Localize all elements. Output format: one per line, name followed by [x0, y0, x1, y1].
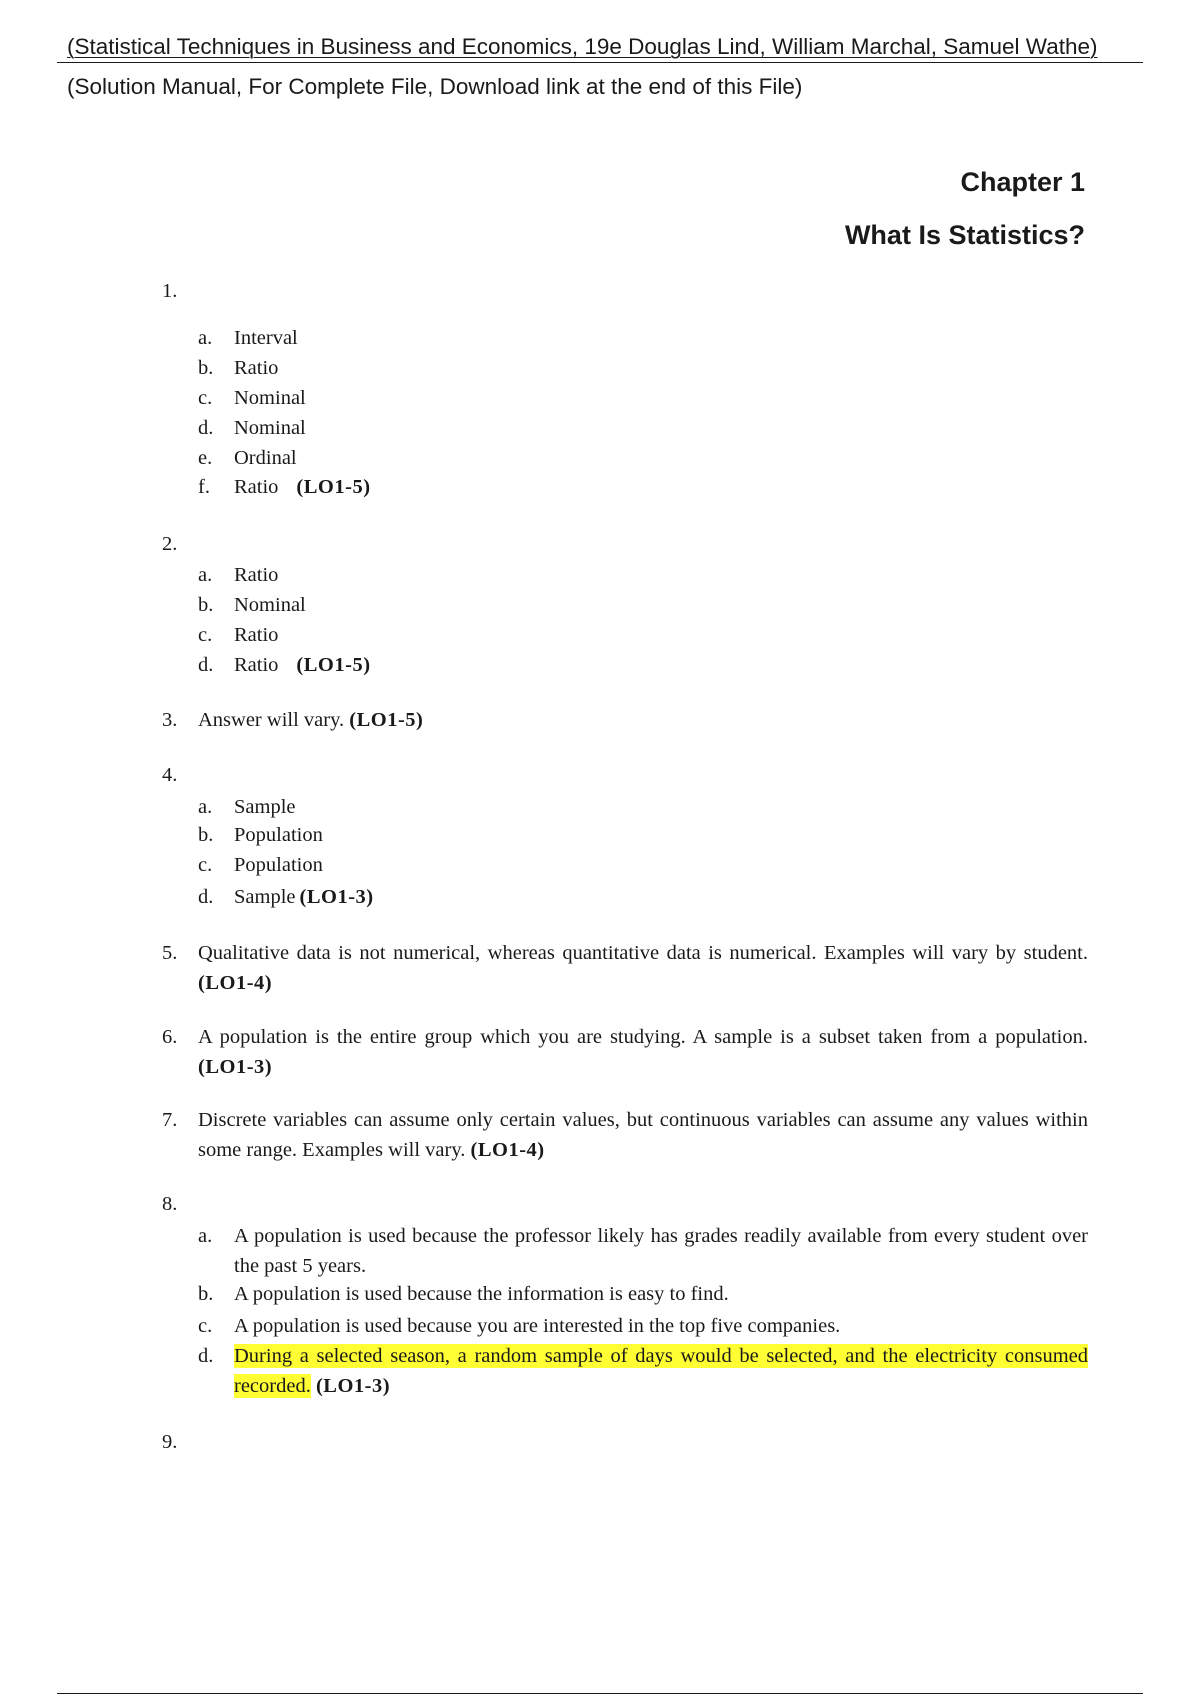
- item-number: 9.: [162, 1431, 178, 1453]
- sub-text: Population: [234, 854, 323, 876]
- sub-letter: f.: [198, 476, 210, 498]
- footer-rule: [57, 1693, 1143, 1694]
- sub-letter: c.: [198, 854, 213, 876]
- sub-text: Sample: [234, 796, 296, 818]
- sub-letter: b.: [198, 357, 214, 379]
- item-number: 7.: [162, 1109, 178, 1131]
- learning-objective-tag: (LO1-4): [470, 1139, 545, 1161]
- learning-objective-tag: (LO1-4): [198, 972, 273, 994]
- sub-text: Ratio: [234, 564, 279, 586]
- sub-letter: c.: [198, 624, 213, 646]
- sub-text-wrap: [234, 472, 1088, 502]
- chapter-number: Chapter 1: [960, 167, 1085, 197]
- sub-letter: d.: [198, 1345, 214, 1367]
- sub-letter: b.: [198, 594, 214, 616]
- item-text: Discrete variables can assume only certain values, but continuous variables can assume any values within some range. Examples will vary.: [198, 1109, 1088, 1161]
- sub-text: Sample: [234, 886, 296, 908]
- sub-text: Ratio: [234, 654, 279, 676]
- document-source-note: (Solution Manual, For Complete File, Download link at the end of this File): [67, 74, 803, 99]
- sub-text-wrap: [234, 1341, 1088, 1401]
- sub-letter: d.: [198, 886, 214, 908]
- item-text: A population is the entire group which you are studying. A sample is a subset taken from a population.: [198, 1026, 1088, 1048]
- sub-letter: e.: [198, 447, 213, 469]
- item-text-wrap: [198, 938, 1088, 998]
- chapter-title: What Is Statistics?: [844, 220, 1085, 250]
- learning-objective-tag: (LO1-3): [315, 1375, 391, 1397]
- sub-text: Ordinal: [234, 447, 297, 469]
- sub-letter: b.: [198, 824, 214, 846]
- sub-text-wrap: [234, 650, 1088, 680]
- item-number: 8.: [162, 1193, 178, 1215]
- sub-text: A population is used because you are interested in the top five companies.: [234, 1315, 841, 1337]
- document-source-title: (Statistical Techniques in Business and Economics, 19e Douglas Lind, William Marchal, Samuel Wathe): [67, 34, 1098, 59]
- sub-text: Ratio: [234, 357, 279, 379]
- sub-letter: a.: [198, 564, 213, 586]
- header-rule: [57, 62, 1143, 63]
- highlighted-text: During a selected season, a random sample of days would be selected, and the electricity consumed recorded.: [234, 1345, 1088, 1397]
- sub-text: Nominal: [234, 594, 306, 616]
- learning-objective-tag: (LO1-3): [299, 886, 374, 908]
- learning-objective-tag: (LO1-5): [296, 476, 371, 498]
- sub-text: Ratio: [234, 476, 279, 498]
- item-number: 2.: [162, 533, 178, 555]
- item-text: Qualitative data is not numerical, whereas quantitative data is numerical. Examples will vary by student.: [198, 942, 1088, 964]
- sub-letter: d.: [198, 417, 214, 439]
- sub-letter: c.: [198, 387, 213, 409]
- sub-text: Interval: [234, 327, 298, 349]
- item-number: 1.: [162, 280, 178, 302]
- item-number: 6.: [162, 1026, 178, 1048]
- sub-letter: a.: [198, 796, 213, 818]
- item-text: Answer will vary.: [198, 709, 345, 731]
- sub-letter: c.: [198, 1315, 213, 1337]
- item-number: 5.: [162, 942, 178, 964]
- item-number: 4.: [162, 764, 178, 786]
- sub-text: Nominal: [234, 417, 306, 439]
- sub-letter: b.: [198, 1283, 214, 1305]
- learning-objective-tag: (LO1-5): [296, 654, 371, 676]
- sub-text-wrap: [234, 882, 1088, 912]
- sub-letter: a.: [198, 327, 213, 349]
- learning-objective-tag: (LO1-3): [198, 1056, 273, 1078]
- item-text-wrap: [198, 1022, 1088, 1082]
- item-number: 3.: [162, 709, 178, 731]
- sub-letter: d.: [198, 654, 214, 676]
- item-text-wrap: [198, 1105, 1088, 1165]
- sub-text: Ratio: [234, 624, 279, 646]
- sub-letter: a.: [198, 1225, 213, 1247]
- learning-objective-tag: (LO1-5): [349, 709, 424, 731]
- sub-text: A population is used because the information is easy to find.: [234, 1283, 729, 1305]
- sub-text: Nominal: [234, 387, 306, 409]
- sub-text: A population is used because the professor likely has grades readily available from every student over the past 5 years.: [234, 1225, 1088, 1277]
- item-text-wrap: [198, 705, 1088, 735]
- sub-text: Population: [234, 824, 323, 846]
